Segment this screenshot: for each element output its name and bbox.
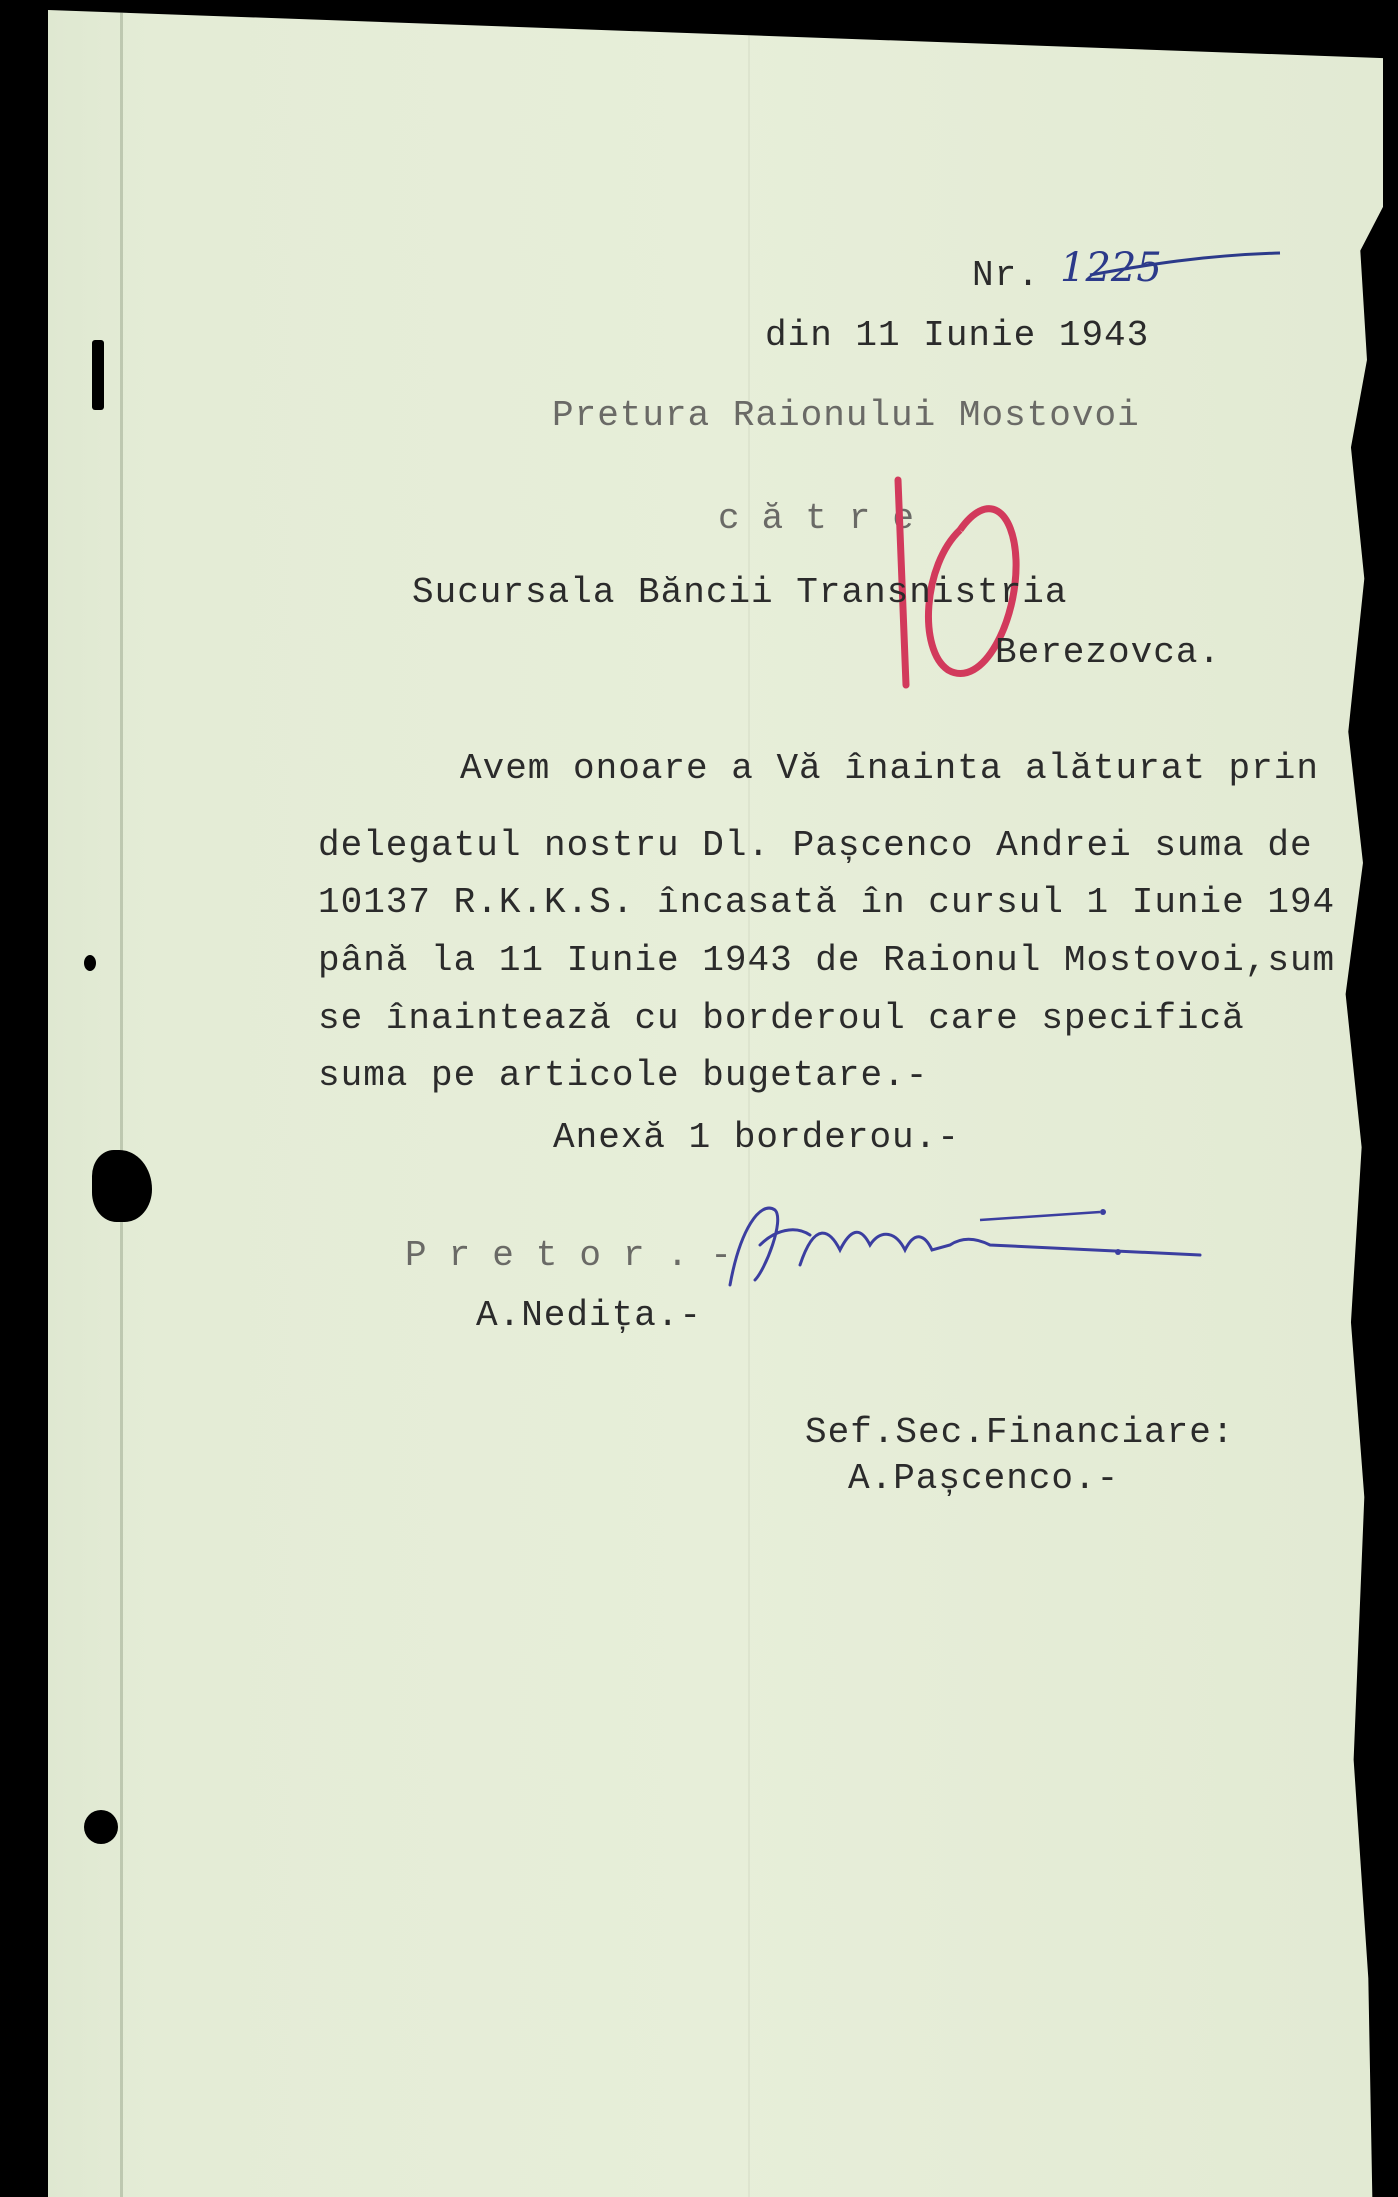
recipient-bank: Sucursala Băncii Transnistria (412, 572, 1068, 613)
body-line: suma pe articole bugetare.- (318, 1055, 929, 1096)
body-line: se înaintează cu borderoul care specifică (318, 998, 1245, 1039)
binding-hole (84, 1810, 118, 1844)
reference-number-label: Nr. (972, 255, 1040, 296)
recipient-city: Berezovca. (995, 632, 1222, 673)
sender-office: Pretura Raionului Mostovoi (552, 395, 1140, 436)
reference-number-handwritten: 1225 (1060, 245, 1162, 291)
signer-name: A.Nedița.- (476, 1295, 703, 1336)
paper-sheet (48, 10, 1383, 2197)
body-line: delegatul nostru Dl. Pașcenco Andrei suma de (318, 825, 1313, 866)
body-line: Avem onoare a Vă înainta alăturat prin (460, 748, 1319, 789)
binding-fold-line (120, 10, 123, 2197)
to-word: către (718, 498, 937, 539)
annex-line: Anexă 1 borderou.- (553, 1117, 960, 1158)
finance-title: Sef.Sec.Financiare: (805, 1412, 1235, 1453)
binding-hole (84, 955, 96, 971)
handwritten-signature (720, 1190, 1220, 1300)
body-line: până la 11 Iunie 1943 de Raionul Mostovoi,sum (318, 940, 1336, 981)
reference-underline-stroke (1085, 245, 1285, 285)
center-fold-line (748, 10, 750, 2197)
signer-title: Pretor.- (405, 1235, 754, 1276)
finance-name: A.Pașcenco.- (848, 1458, 1120, 1499)
binding-hole (92, 340, 104, 410)
date-line: din 11 Iunie 1943 (765, 315, 1150, 356)
body-line: 10137 R.K.K.S. încasată în cursul 1 Iunie 194 (318, 882, 1336, 923)
